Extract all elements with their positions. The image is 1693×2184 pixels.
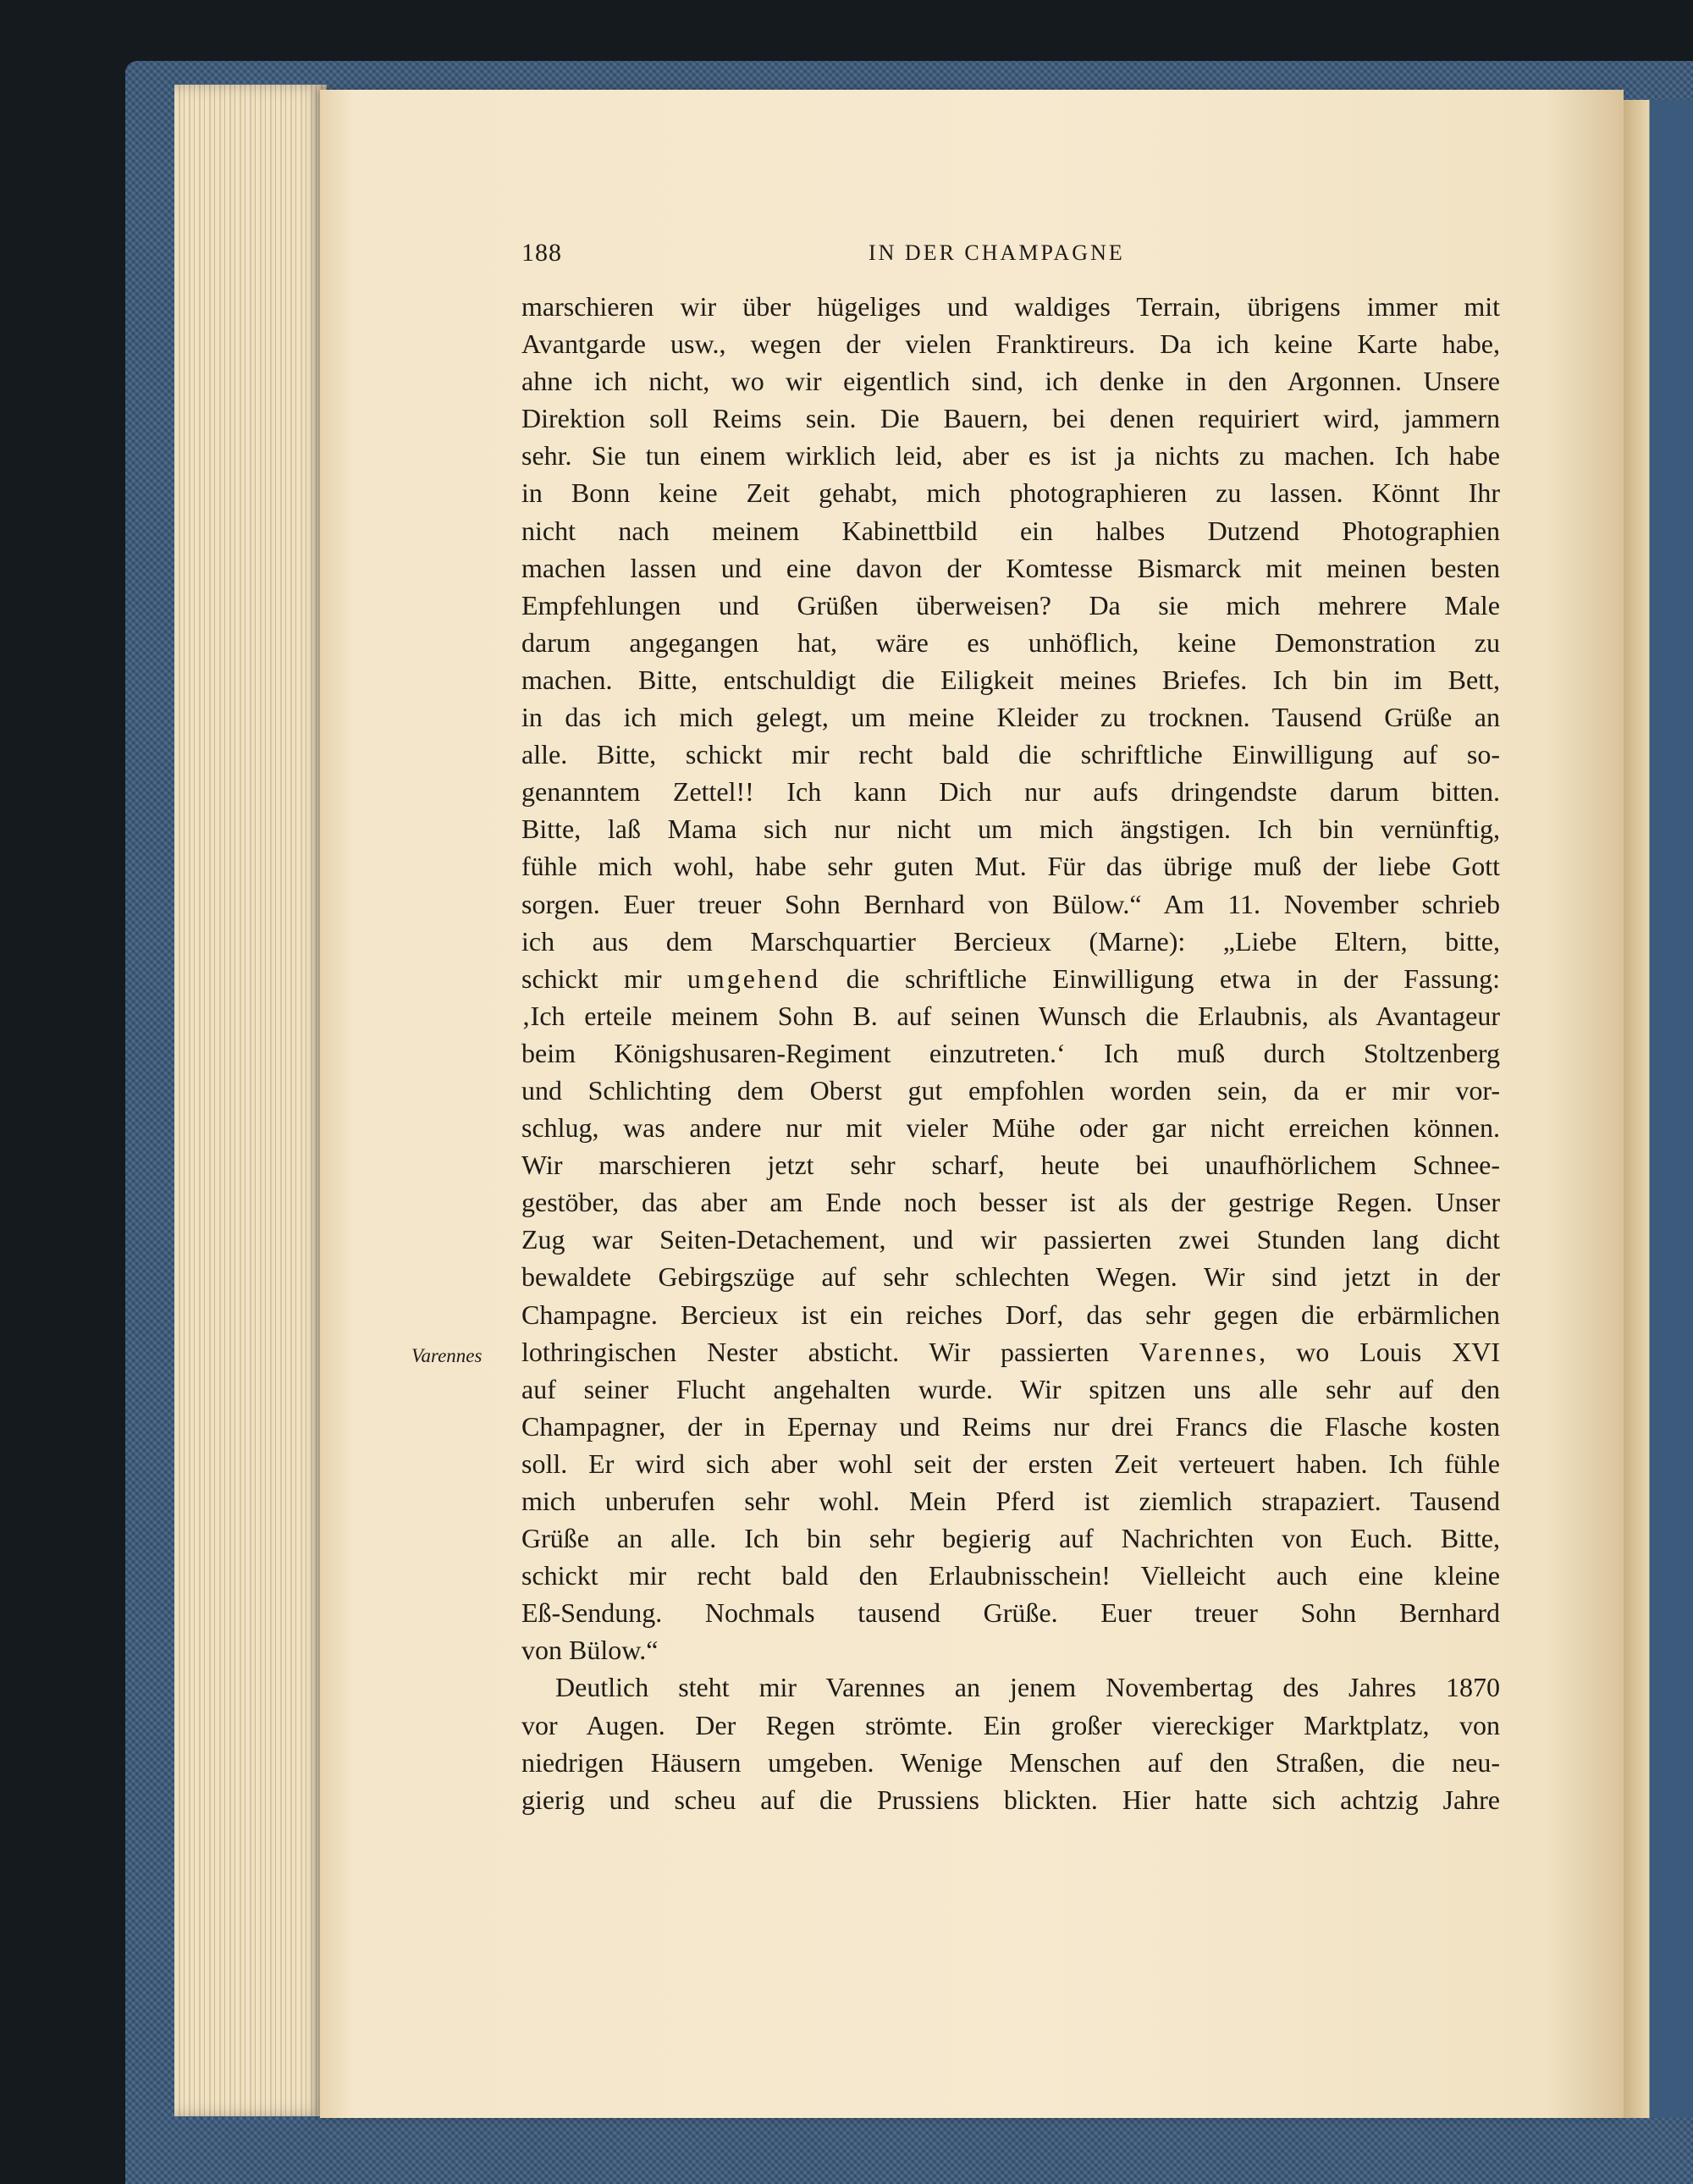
text-line: sehr. Sie tun einem wirklich leid, aber es ist ja nichts zu machen. Ich habe xyxy=(521,440,1500,472)
body-text xyxy=(521,288,1500,1818)
facing-page-edge xyxy=(1624,100,1693,2118)
text-line: Champagne. Bercieux ist ein reiches Dorf, das sehr gegen die erbärmlichen xyxy=(521,1299,1500,1330)
text-line: und Schlichting dem Oberst gut empfohlen worden sein, da er mir vor- xyxy=(521,1074,1500,1106)
text-line: soll. Er wird sich aber wohl seit der ersten Zeit verteuert haben. Ich fühle xyxy=(521,1448,1500,1479)
text-line: sorgen. Euer treuer Sohn Bernhard von Bülow.“ Am 11. November schrieb xyxy=(521,888,1500,919)
text-line: schlug, was andere nur mit vieler Mühe oder gar nicht erreichen können. xyxy=(521,1112,1500,1144)
text-line: Direktion soll Reims sein. Die Bauern, bei denen requiriert wird, jammern xyxy=(521,403,1500,434)
text-line: ‚Ich erteile meinem Sohn B. auf seinen Wunsch die Erlaubnis, als Avantageur xyxy=(521,1000,1500,1031)
text-line: vor Augen. Der Regen strömte. Ein großer viereckiger Marktplatz, von xyxy=(521,1709,1500,1740)
text-line: machen. Bitte, entschuldigt die Eiligkeit meines Briefes. Ich bin im Bett, xyxy=(521,664,1500,695)
text-line: Bitte, laß Mama sich nur nicht um mich ängstigen. Ich bin vernünftig, xyxy=(521,813,1500,845)
text-line: Avantgarde usw., wegen der vielen Franktireurs. Da ich keine Karte habe, xyxy=(521,328,1500,360)
text-line: gierig und scheu auf die Prussiens blickten. Hier hatte sich achtzig Jahre xyxy=(521,1784,1500,1815)
running-head xyxy=(521,239,1503,276)
text-line: beim Königshusaren-Regiment einzutreten.‘ Ich muß durch Stoltzenberg xyxy=(521,1037,1500,1068)
text-fragment: schickt mir xyxy=(521,962,687,994)
text-line: fühle mich wohl, habe sehr guten Mut. Für das übrige muß der liebe Gott xyxy=(521,851,1500,882)
text-line: niedrigen Häusern umgeben. Wenige Menschen auf den Straßen, die neu- xyxy=(521,1746,1500,1778)
text-line: darum angegangen hat, wäre es unhöflich, keine Demonstration zu xyxy=(521,626,1500,658)
text-line-varennes xyxy=(521,1333,1500,1371)
margin-note: Varennes xyxy=(411,1345,483,1366)
spaced-word-umgehend: umgehend xyxy=(687,962,821,994)
text-line-umgehend xyxy=(521,960,1500,997)
text-line: Empfehlungen und Grüßen überweisen? Da sie mich mehrere Male xyxy=(521,589,1500,620)
text-fragment: die schriftliche Einwilligung etwa in der Fassung: xyxy=(820,962,1501,994)
page-edges xyxy=(174,85,327,2116)
text-line: Grüße an alle. Ich bin sehr begierig auf Nachrichten von Euch. Bitte, xyxy=(521,1523,1500,1554)
text-line: genanntem Zettel!! Ich kann Dich nur aufs dringendste darum bitten. xyxy=(521,776,1500,808)
text-line: schickt mir recht bald den Erlaubnisschein! Vielleicht auch eine kleine xyxy=(521,1560,1500,1591)
page-number: 188 xyxy=(521,239,562,267)
text-line: bewaldete Gebirgszüge auf sehr schlechten Wegen. Wir sind jetzt in der xyxy=(521,1261,1500,1293)
text-line: Champagner, der in Epernay und Reims nur drei Francs die Flasche kosten xyxy=(521,1410,1500,1442)
spaced-word-varennes: Varennes xyxy=(1139,1336,1260,1367)
text-line: auf seiner Flucht angehalten wurde. Wir spitzen uns alle sehr auf den xyxy=(521,1373,1500,1404)
text-line: ich aus dem Marschquartier Bercieux (Marne): „Liebe Eltern, bitte, xyxy=(521,925,1500,957)
text-line: alle. Bitte, schickt mir recht bald die schriftliche Einwilligung auf so- xyxy=(521,739,1500,770)
text-line-paragraph-start: Deutlich steht mir Varennes an jenem Novembertag des Jahres 1870 xyxy=(555,1672,1500,1703)
text-line: ahne ich nicht, wo wir eigentlich sind, ich denke in den Argonnen. Unsere xyxy=(521,366,1500,397)
running-title: IN DER CHAMPAGNE xyxy=(869,240,1125,265)
text-line: machen lassen und eine davon der Komtesse Bismarck mit meinen besten xyxy=(521,552,1500,583)
text-line: Zug war Seiten-Detachement, und wir passierten zwei Stunden lang dicht xyxy=(521,1224,1500,1255)
text-line: marschieren wir über hügeliges und waldiges Terrain, übrigens immer mit xyxy=(521,291,1500,322)
text-line: in das ich mich gelegt, um meine Kleider zu trocknen. Tausend Grüße an xyxy=(521,702,1500,733)
text-line: von Bülow.“ xyxy=(521,1635,659,1666)
text-line: in Bonn keine Zeit gehabt, mich photographieren zu lassen. Könnt Ihr xyxy=(521,477,1500,509)
text-line: gestöber, das aber am Ende noch besser ist als der gestrige Regen. Unser xyxy=(521,1187,1500,1218)
text-line: Eß-Sendung. Nochmals tausend Grüße. Euer treuer Sohn Bernhard xyxy=(521,1597,1500,1629)
text-line: Wir marschieren jetzt sehr scharf, heute bei unaufhörlichem Schnee- xyxy=(521,1150,1500,1181)
text-fragment: , wo Louis XVI xyxy=(1259,1336,1500,1367)
text-line: nicht nach meinem Kabinettbild ein halbes Dutzend Photographien xyxy=(521,515,1500,546)
text-fragment: lothringischen Nester absticht. Wir passierten xyxy=(521,1336,1139,1367)
text-line: mich unberufen sehr wohl. Mein Pferd ist ziemlich strapaziert. Tausend xyxy=(521,1486,1500,1516)
